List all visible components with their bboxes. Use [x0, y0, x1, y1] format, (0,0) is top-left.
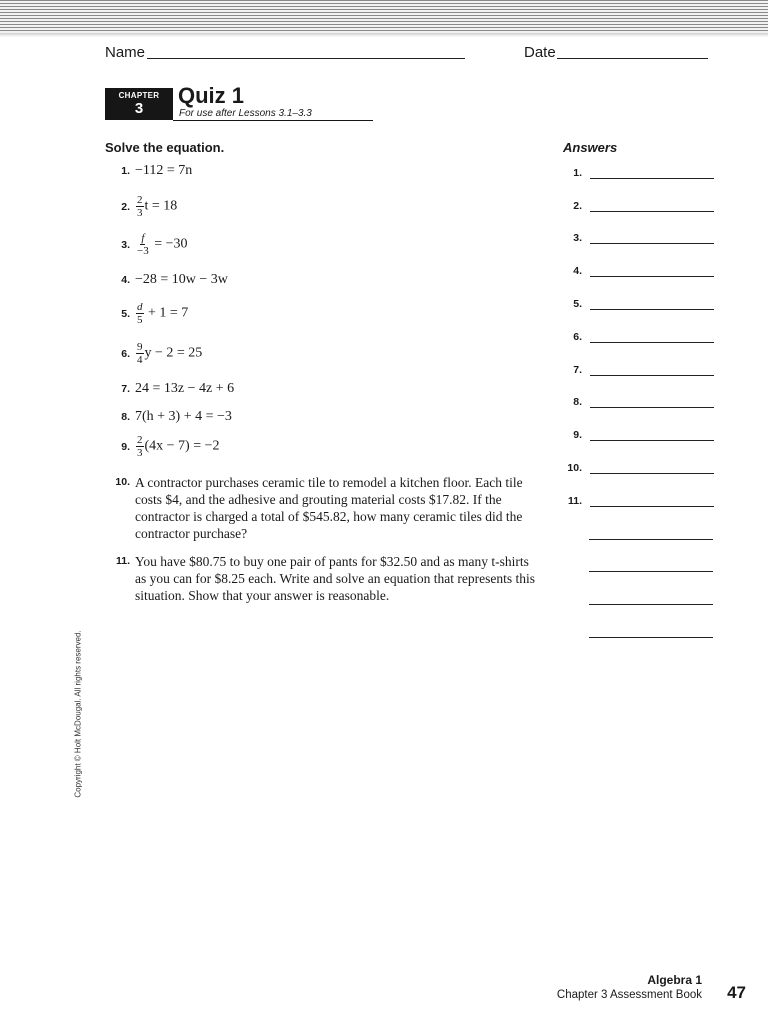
question-text: 24 = 13z − 4z + 6 — [135, 381, 235, 396]
top-stripe-shadow — [0, 33, 768, 37]
expression-rest: = −30 — [150, 236, 188, 252]
question-10 — [105, 474, 535, 542]
answer-number: 2. — [573, 200, 582, 212]
fraction-denominator: −3 — [137, 245, 149, 257]
chapter-word: CHAPTER — [118, 91, 160, 100]
quiz-title: Quiz 1 — [178, 83, 245, 108]
date-label: Date — [524, 44, 556, 61]
answer-number: 5. — [573, 298, 582, 310]
answer-number: 4. — [573, 265, 582, 277]
expression-rest: (4x − 7) = −2 — [144, 438, 220, 454]
question-expression — [135, 194, 177, 219]
question-text: You have $80.75 to buy one pair of pants for $32.50 and as many t-shirts as you can for $8.25 each. Write and solve an equation that represents this situation. Show that your answer is reasonable. — [135, 554, 535, 603]
quiz-subtitle: For use after Lessons 3.1–3.3 — [179, 108, 312, 119]
answer-line[interactable] — [590, 243, 714, 244]
question-number: 3. — [121, 238, 130, 251]
instructions: Solve the equation. — [105, 140, 225, 155]
expression-rest: y − 2 = 25 — [144, 345, 203, 361]
answer-number: 11. — [567, 495, 582, 507]
chapter-rule — [173, 120, 373, 121]
question-text: −28 = 10w − 3w — [135, 272, 228, 287]
answer-line[interactable] — [590, 178, 714, 179]
chapter-badge — [105, 88, 173, 120]
question-number: 2. — [121, 200, 130, 213]
answer-number: 10. — [567, 462, 582, 474]
fraction-numerator: 9 — [137, 341, 143, 353]
answer-line[interactable] — [590, 407, 714, 408]
answer-line[interactable] — [590, 276, 714, 277]
date-line — [557, 58, 708, 59]
fraction-numerator: 2 — [137, 194, 143, 206]
fraction-denominator: 3 — [137, 447, 143, 459]
answer-line[interactable] — [590, 309, 714, 310]
question-3 — [105, 232, 188, 257]
answer-extra-line[interactable] — [589, 571, 713, 572]
name-label: Name — [105, 44, 146, 61]
fraction — [136, 341, 144, 366]
question-number: 9. — [121, 440, 130, 453]
question-number: 8. — [121, 411, 130, 423]
answer-number: 7. — [573, 364, 582, 376]
expression-rest: + 1 = 7 — [144, 305, 189, 321]
fraction-numerator: d — [137, 301, 143, 313]
fraction — [136, 434, 144, 459]
question-2 — [105, 194, 177, 219]
copyright-notice: Copyright © Holt McDougal. All rights reserved. — [73, 630, 83, 798]
question-text: A contractor purchases ceramic tile to remodel a kitchen floor. Each tile costs $4, and the adhesive and grouting material costs $17.82. If the contractor is charged a total of $545.82, how many ceramic tiles did the contractor purchase? — [135, 475, 523, 541]
fraction — [136, 194, 144, 219]
answer-line[interactable] — [590, 473, 714, 474]
question-number: 4. — [121, 274, 130, 286]
question-expression — [135, 341, 202, 366]
answer-extra-line[interactable] — [589, 539, 713, 540]
answer-number: 3. — [573, 232, 582, 244]
fraction-numerator: f — [141, 232, 145, 244]
answer-line[interactable] — [590, 211, 714, 212]
answer-number: 6. — [573, 331, 582, 343]
answer-number: 1. — [573, 167, 582, 179]
question-8 — [105, 409, 232, 425]
question-5 — [105, 301, 188, 326]
fraction — [136, 232, 150, 257]
answer-number: 8. — [573, 396, 582, 408]
question-11 — [105, 553, 535, 604]
answers-heading: Answers — [563, 140, 618, 155]
question-number: 1. — [121, 165, 130, 177]
question-number: 11. — [115, 555, 130, 567]
question-number: 5. — [121, 307, 130, 320]
expression-rest: t = 18 — [144, 198, 178, 214]
answer-line[interactable] — [590, 440, 714, 441]
answer-extra-line[interactable] — [589, 604, 713, 605]
question-7 — [105, 381, 234, 397]
question-expression — [135, 301, 188, 326]
page-number: 47 — [727, 983, 746, 1002]
answer-line[interactable] — [590, 342, 714, 343]
answer-line[interactable] — [590, 506, 714, 507]
question-text: −112 = 7n — [135, 163, 193, 178]
question-number: 6. — [121, 347, 130, 360]
footer-course: Algebra 1 — [647, 973, 702, 987]
fraction-denominator: 5 — [137, 314, 143, 326]
name-line — [147, 58, 465, 59]
answer-extra-line[interactable] — [589, 637, 713, 638]
question-text: 7(h + 3) + 4 = −3 — [135, 409, 232, 424]
question-6 — [105, 341, 202, 366]
top-stripe-bar — [0, 0, 768, 36]
answer-line[interactable] — [590, 375, 714, 376]
question-9 — [105, 434, 220, 459]
fraction — [136, 301, 144, 326]
question-number: 10. — [115, 476, 130, 488]
fraction-denominator: 3 — [137, 207, 143, 219]
question-expression — [135, 434, 220, 459]
chapter-number: 3 — [134, 100, 144, 117]
question-expression — [135, 232, 188, 257]
fraction-numerator: 2 — [137, 434, 143, 446]
question-1 — [105, 163, 192, 179]
footer-book: Chapter 3 Assessment Book — [556, 989, 702, 1001]
answer-number: 9. — [573, 429, 582, 441]
question-4 — [105, 272, 228, 288]
fraction-denominator: 4 — [137, 354, 143, 366]
question-number: 7. — [121, 383, 130, 395]
